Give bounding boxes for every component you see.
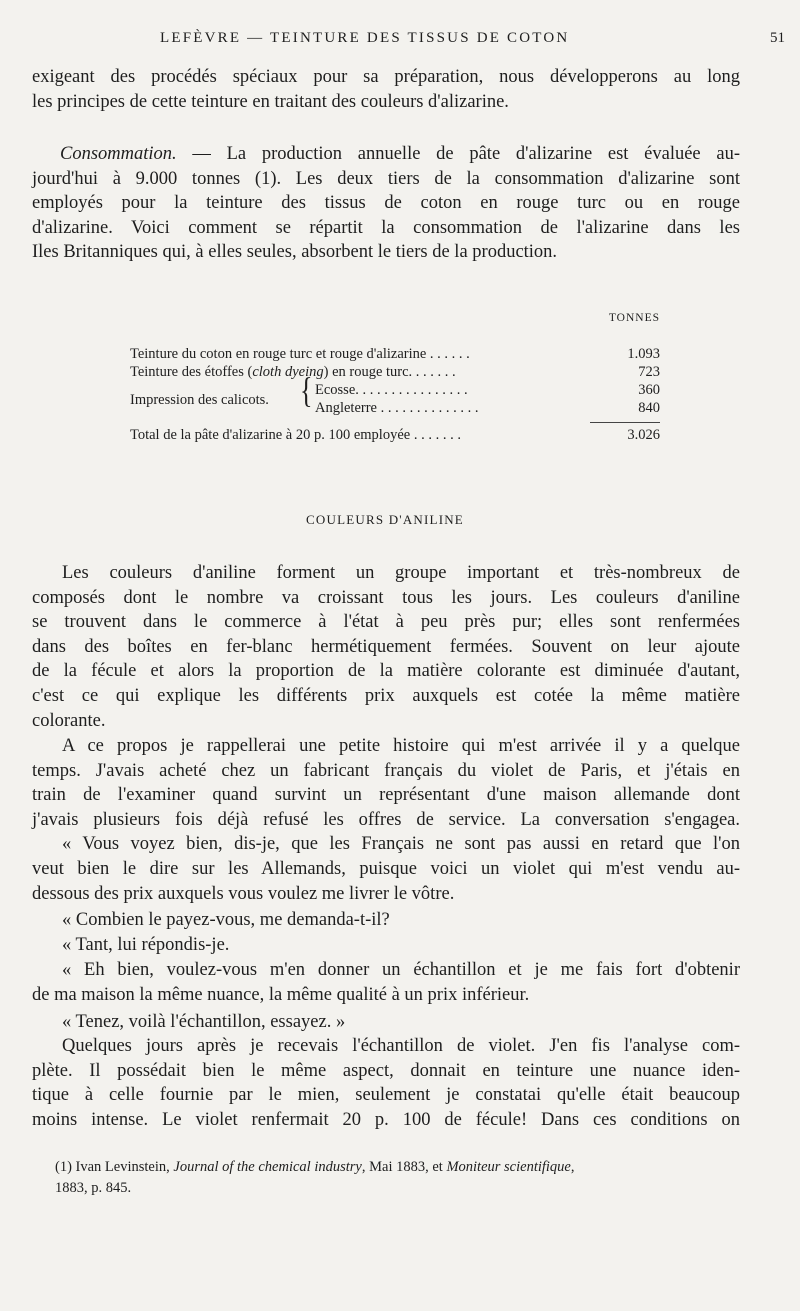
table-row: [315, 382, 660, 400]
text-line: plète. Il possédait bien le même aspect, donnait en teinture une nuance iden-: [32, 1060, 740, 1081]
page-number: 51: [770, 30, 785, 46]
row-label: Teinture du coton en rouge turc et rouge d'alizarine . . . . . .: [130, 346, 470, 362]
table-row: [130, 364, 660, 382]
text-line: tique à celle fournie par le mien, seulement je constatai qu'elle était beaucoup: [32, 1085, 740, 1106]
paragraph-anecdote: [32, 734, 740, 906]
dialogue-block: [32, 908, 740, 957]
total-label: Total de la pâte d'alizarine à 20 p. 100 employée . . . . . . .: [130, 427, 461, 443]
text-line: d'alizarine. Voici comment se répartit la consommation de l'alizarine dans les: [32, 217, 740, 238]
brace-icon: {: [300, 370, 313, 411]
row-value: 360: [638, 382, 660, 398]
text-line: colorante.: [32, 710, 106, 731]
journal-title: Journal of the chemical industry: [173, 1159, 362, 1175]
text-line: Quelques jours après je recevais l'échantillon de violet. J'en fis l'analyse com-: [62, 1036, 740, 1056]
text-line: « Tenez, voilà l'échantillon, essayez. »: [62, 1012, 346, 1032]
paragraph-analysis: [32, 1034, 740, 1132]
text-line: « Eh bien, voulez-vous m'en donner un échantillon et je me fais fort d'obtenir: [62, 960, 740, 980]
text-line: temps. J'avais acheté chez un fabricant français du violet de Paris, et j'étais en: [32, 760, 740, 781]
text-line: j'avais plusieurs fois déjà refusé les offres de service. La conversation s'engagea.: [32, 809, 740, 830]
text-line: veut bien le dire sur les Allemands, puisque voici un violet qui m'est vendu au-: [32, 858, 740, 879]
row-label: Angleterre . . . . . . . . . . . . . .: [315, 400, 479, 416]
table-row: [130, 346, 660, 364]
row-label: Ecosse. . . . . . . . . . . . . . . .: [315, 382, 468, 398]
table-unit-header: TONNES: [608, 312, 660, 324]
table-row: [315, 400, 660, 418]
text-line: « Vous voyez bien, dis-je, que les Français ne sont pas aussi en retard que l'on: [62, 834, 740, 855]
row-value: 840: [638, 400, 660, 416]
dialogue-sample: [32, 1010, 740, 1035]
running-title: LEFÈVRE — TEINTURE DES TISSUS DE COTON: [160, 30, 570, 46]
text-line: [32, 142, 740, 167]
section-title: COULEURS D'ANILINE: [306, 512, 464, 527]
row-value: 723: [638, 364, 660, 380]
text-line: moins intense. Le violet renfermait 20 p. 100 de fécule! Dans ces conditions on: [32, 1109, 740, 1130]
row-label: Teinture des étoffes (cloth dyeing) en rouge turc. . . . . . .: [130, 364, 456, 380]
group-label: Impression des calicots.: [130, 392, 269, 408]
total-value: 3.026: [627, 427, 660, 443]
footnote: [55, 1157, 775, 1199]
text-line: composés dont le nombre va croissant tous les jours. Les couleurs d'aniline: [32, 587, 740, 608]
text-line: A ce propos je rappellerai une petite histoire qui m'est arrivée il y a quelque: [62, 736, 740, 756]
table-total-row: [130, 427, 660, 445]
paragraph-offer: [32, 958, 740, 1007]
section-heading-consommation: Consommation.: [60, 144, 177, 164]
text-line: de la fécule et alors la proportion de la matière colorante est diminuée d'autant,: [32, 661, 740, 682]
paragraph-intro: [32, 65, 740, 114]
text-line: employés pour la teinture des tissus de coton en rouge turc ou en rouge: [32, 193, 740, 214]
text-line: Iles Britanniques qui, à elles seules, absorbent le tiers de la production.: [32, 242, 558, 263]
text-line: train de l'examiner quand survint un représentant d'une maison allemande dont: [32, 785, 740, 806]
text-line: se trouvent dans le commerce à l'état à peu près pur; elles sont renfermées: [32, 612, 740, 633]
text-line: de ma maison la même nuance, la même qualité à un prix inférieur.: [32, 984, 530, 1005]
text-line: c'est ce qui explique les différents prix auxquels est cotée la même matière: [32, 685, 740, 706]
paragraph-consommation: [32, 142, 740, 265]
text-line: « Tant, lui répondis-je.: [62, 934, 230, 955]
text-line: dessous des prix auxquels vous voulez me livrer le vôtre.: [32, 883, 455, 904]
text-line: les principes de cette teinture en traitant des couleurs d'alizarine.: [32, 91, 509, 112]
text-line: dans des boîtes en fer-blanc hermétiquement fermées. Souvent on leur ajoute: [32, 636, 740, 657]
text-line: Les couleurs d'aniline forment un groupe important et très-nombreux de: [62, 563, 740, 583]
text-fragment: — La production annuelle de pâte d'alizarine est évaluée au-: [176, 144, 740, 164]
text-line: jourd'hui à 9.000 tonnes (1). Les deux tiers de la consommation d'alizarine sont: [32, 168, 740, 189]
text-line: exigeant des procédés spéciaux pour sa préparation, nous développerons au long: [32, 67, 740, 87]
footnote-line: (1) Ivan Levinstein, Journal of the chemical industry, Mai 1883, et Moniteur scientifique,: [55, 1159, 575, 1175]
row-value: 1.093: [627, 346, 660, 362]
footnote-line: 1883, p. 845.: [55, 1180, 132, 1196]
running-header: [160, 30, 795, 54]
paragraph-aniline: [32, 561, 740, 733]
journal-title: Moniteur scientifique: [446, 1159, 571, 1175]
text-line: « Combien le payez-vous, me demanda-t-il?: [62, 910, 390, 930]
sum-rule: [590, 422, 660, 423]
